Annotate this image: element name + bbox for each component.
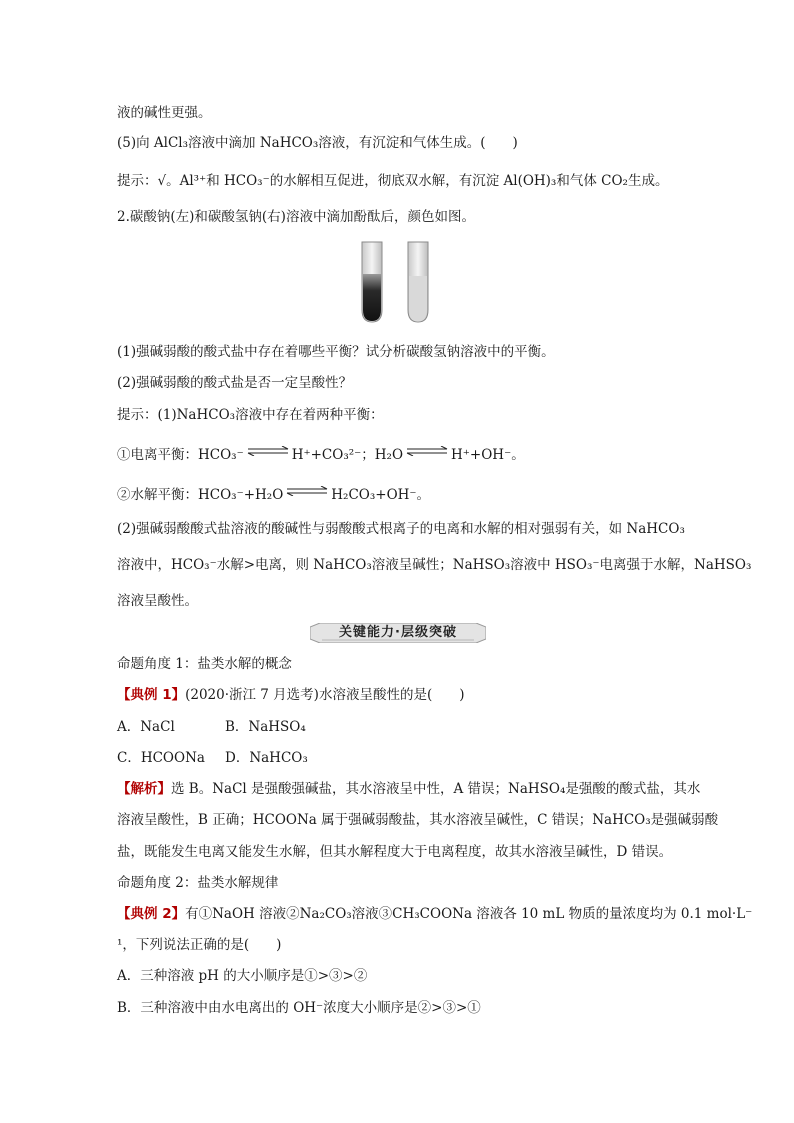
question-text: 有①NaOH 溶液②Na₂CO₃溶液③CH₃COONa 溶液各 10 mL 物质的量浓度均为 0.1 mol·L⁻ <box>185 906 753 922</box>
options-row <box>117 718 306 736</box>
equilibrium-arrow-icon <box>285 486 329 496</box>
question-5: (5)向 AlCl₃溶液中滴加 NaHCO₃溶液，有沉淀和气体生成。( ) <box>117 135 518 151</box>
option-b: B．NaHSO₄ <box>225 719 306 735</box>
hint-line: 提示：(1)NaHCO₃溶液中存在着两种平衡： <box>117 407 384 423</box>
hint-line: 提示：√。Al³⁺和 HCO₃⁻的水解相互促进，彻底双水解，有沉淀 Al(OH)₃和气体 CO₂生成。 <box>117 173 669 189</box>
option-c: C．HCOONa <box>117 750 205 766</box>
analysis-line <box>117 780 700 798</box>
question-2-heading: 2.碳酸钠(左)和碳酸氢钠(右)溶液中滴加酚酞后，颜色如图。 <box>117 209 475 225</box>
topic-heading: 命题角度 2：盐类水解规律 <box>117 875 279 891</box>
equation-part: ②水解平衡：HCO₃⁻+H₂O <box>117 487 284 503</box>
hydrolysis-equilibrium <box>117 486 430 504</box>
option-d: D．NaHCO₃ <box>225 750 308 766</box>
text-line: 溶液中，HCO₃⁻水解>电离，则 NaHCO₃溶液呈碱性；NaHSO₃溶液中 HSO₃⁻电离强于水解，NaHSO₃ <box>117 557 752 573</box>
topic-heading: 命题角度 1：盐类水解的概念 <box>117 656 292 672</box>
equilibrium-arrow-icon <box>405 446 449 456</box>
equilibrium-arrow-icon <box>246 446 290 456</box>
example-label: 【典例 2】 <box>117 906 186 922</box>
text-line: 盐，既能发生电离又能发生水解，但其水解程度大于电离程度，故其水溶液呈碱性，D 错误。 <box>117 844 673 860</box>
question-text: (2020·浙江 7 月选考)水溶液呈酸性的是( ) <box>185 687 465 703</box>
analysis-text: 选 B。NaCl 是强酸强碱盐，其水溶液呈中性，A 错误；NaHSO₄是强酸的酸式盐，其水 <box>171 781 701 797</box>
analysis-label: 【解析】 <box>117 781 171 797</box>
equation-part: H⁺+OH⁻。 <box>451 447 525 463</box>
sub-question-2: (2)强碱弱酸的酸式盐是否一定呈酸性？ <box>117 375 353 391</box>
option-a: A．三种溶液 pH 的大小顺序是①>③>② <box>117 968 368 984</box>
option-b: B．三种溶液中由水电离出的 OH⁻浓度大小顺序是②>③>① <box>117 1000 481 1016</box>
option-a: A．NaCl <box>117 719 175 735</box>
equation-part: H₂CO₃+OH⁻。 <box>331 487 431 503</box>
example-1-question <box>117 686 464 704</box>
example-label: 【典例 1】 <box>117 687 186 703</box>
text-line: ¹，下列说法正确的是( ) <box>117 937 282 953</box>
banner-title: 关键能力·层级突破 <box>339 625 457 640</box>
text-line: (2)强碱弱酸酸式盐溶液的酸碱性与弱酸酸式根离子的电离和水解的相对强弱有关，如 NaHCO₃ <box>117 521 685 537</box>
section-banner <box>310 623 486 643</box>
equation-part: ①电离平衡：HCO₃⁻ <box>117 447 244 463</box>
ionization-equilibrium <box>117 446 525 464</box>
example-2-question <box>117 905 752 923</box>
text-line: 溶液呈酸性。 <box>117 593 198 609</box>
text-line: 溶液呈酸性，B 正确；HCOONa 属于强碱弱酸盐，其水溶液呈碱性，C 错误；NaHCO₃是强碱弱酸 <box>117 812 719 828</box>
sub-question-1: (1)强碱弱酸的酸式盐中存在着哪些平衡？试分析碳酸氢钠溶液中的平衡。 <box>117 344 555 360</box>
text-line: 液的碱性更强。 <box>117 105 212 121</box>
test-tubes-image <box>352 240 442 326</box>
options-row <box>117 749 308 767</box>
equation-part: H⁺+CO₃²⁻；H₂O <box>291 447 404 463</box>
